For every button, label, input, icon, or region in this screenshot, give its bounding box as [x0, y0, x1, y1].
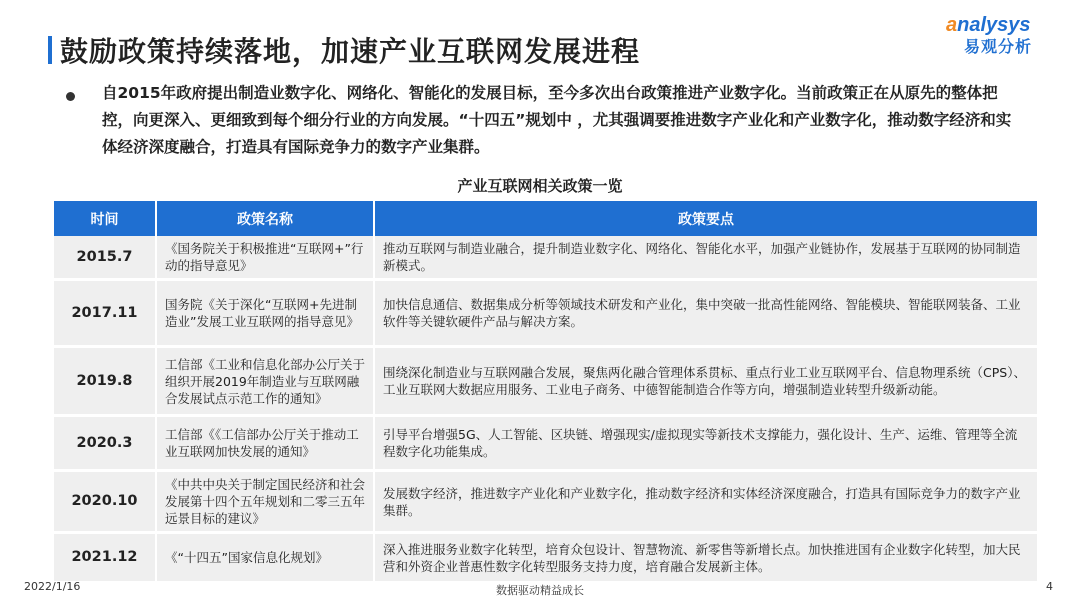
- table-caption: 产业互联网相关政策一览: [457, 177, 623, 195]
- title-accent-bar: [48, 36, 52, 64]
- row-time: 2017.11: [54, 280, 156, 347]
- row-time: 2019.8: [54, 347, 156, 416]
- footer-date: 2022/1/16: [24, 580, 81, 593]
- table-row: [54, 471, 1037, 533]
- table-row: [54, 533, 1037, 583]
- bullet-dot-icon: [66, 92, 75, 101]
- row-policy-name: 《中共中央关于制定国民经济和社会发展第十四个五年规划和二零三五年远景目标的建议》: [156, 471, 374, 533]
- logo-wordmark: nalysys: [957, 14, 1031, 36]
- table-row: [54, 416, 1037, 471]
- row-policy-points: 围绕深化制造业与互联网融合发展，聚焦两化融合管理体系贯标、重点行业工业互联网平台、信息物理系统（CPS）、工业互联网大数据应用服务、工业电子商务、中德智能制造合作等方向，增强制造业转型升级新动能。: [374, 347, 1037, 416]
- page-title: 鼓励政策持续落地，加速产业互联网发展进程: [60, 35, 641, 68]
- row-policy-name: 国务院《关于深化“互联网+先进制造业”发展工业互联网的指导意见》: [156, 280, 374, 347]
- row-policy-name: 工信部《工业和信息化部办公厅关于组织开展2019年制造业与互联网融合发展试点示范工作的通知》: [156, 347, 374, 416]
- row-time: 2020.10: [54, 471, 156, 533]
- table-row: [54, 236, 1037, 280]
- page-number: 4: [1046, 580, 1053, 593]
- logo-chinese-name: 易观分析: [964, 37, 1033, 56]
- row-policy-name: 《“十四五”国家信息化规划》: [156, 533, 374, 583]
- intro-paragraph: 自2015年政府提出制造业数字化、网络化、智能化的发展目标，至今多次出台政策推进产业数字化。当前政策正在从原先的整体把控，向更深入、更细致到每个细分行业的方向发展。“十四五”规划中 ，尤其强调要推进数字产业化和产业数字化，推动数字经济和实体经济深度融合，打造具有国际竞争力的数字产业集群。: [102, 84, 1012, 156]
- row-policy-points: 发展数字经济，推进数字产业化和产业数字化，推动数字经济和实体经济深度融合，打造具有国际竞争力的数字产业集群。: [374, 471, 1037, 533]
- header-policy-points: 政策要点: [374, 201, 1037, 236]
- table-row: [54, 347, 1037, 416]
- row-policy-points: 加快信息通信、数据集成分析等领域技术研发和产业化，集中突破一批高性能网络、智能模块、智能联网装备、工业软件等关键软硬件产品与解决方案。: [374, 280, 1037, 347]
- analysys-logo: [946, 14, 1058, 72]
- logo-letter-a: a: [946, 14, 958, 36]
- table-header-row: [54, 201, 1037, 236]
- row-policy-points: 推动互联网与制造业融合，提升制造业数字化、网络化、智能化水平，加强产业链协作，发展基于互联网的协同制造新模式。: [374, 236, 1037, 280]
- row-time: 2015.7: [54, 236, 156, 280]
- row-policy-points: 引导平台增强5G、人工智能、区块链、增强现实/虚拟现实等新技术支撑能力，强化设计、生产、运维、管理等全流程数字化功能集成。: [374, 416, 1037, 471]
- row-policy-name: 工信部《《工信部办公厅关于推动工业互联网加快发展的通知》: [156, 416, 374, 471]
- row-time: 2021.12: [54, 533, 156, 583]
- row-policy-name: 《国务院关于积极推进“互联网+”行动的指导意见》: [156, 236, 374, 280]
- row-time: 2020.3: [54, 416, 156, 471]
- row-policy-points: 深入推进服务业数字化转型，培育众包设计、智慧物流、新零售等新增长点。加快推进国有企业数字化转型，加大民营和外资企业普惠性数字化转型服务支持力度，培育融合发展新主体。: [374, 533, 1037, 583]
- header-time: 时间: [54, 201, 156, 236]
- header-policy-name: 政策名称: [156, 201, 374, 236]
- policy-table: [54, 201, 1037, 584]
- table-row: [54, 280, 1037, 347]
- footer-slogan: 数据驱动精益成长: [496, 584, 584, 597]
